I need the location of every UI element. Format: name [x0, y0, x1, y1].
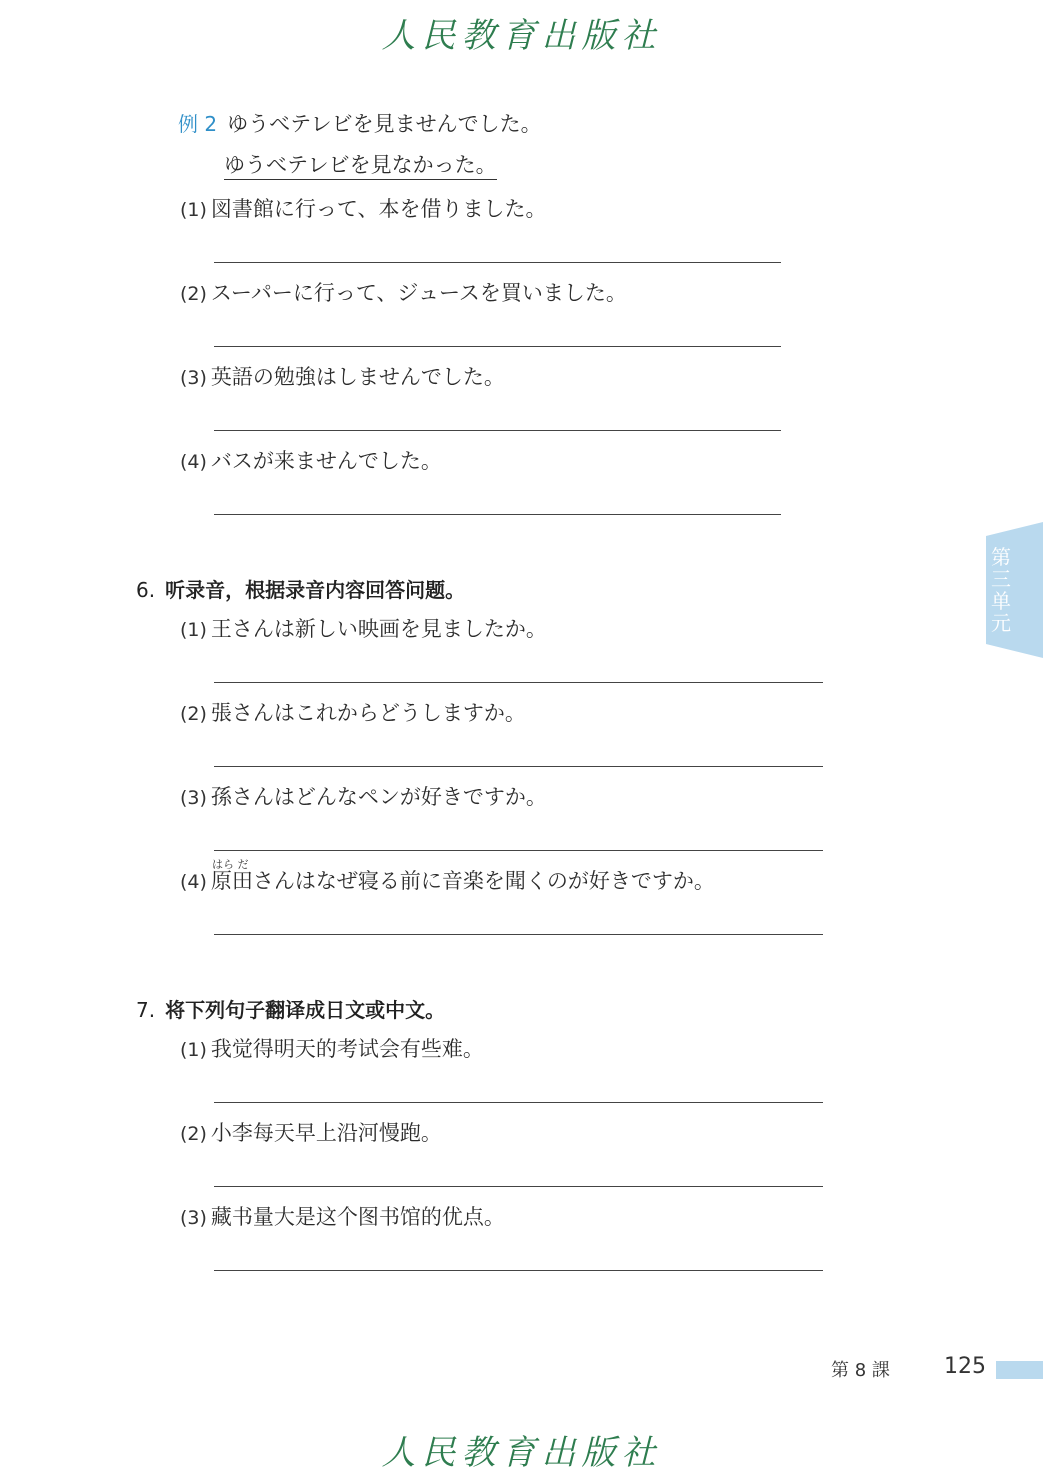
example-label: 例 2 [178, 112, 218, 136]
section-title: 将下列句子翻译成日文或中文。 [165, 998, 446, 1022]
answer-line[interactable] [214, 262, 781, 263]
furigana: はら だ [212, 858, 249, 871]
answer-line[interactable] [214, 850, 823, 851]
unit-side-tab [986, 522, 1043, 658]
answer-line[interactable] [214, 1186, 823, 1187]
s6-item-4 [180, 867, 715, 896]
answer-line[interactable] [214, 514, 781, 515]
side-tab-char: 单 [991, 589, 1011, 613]
section-title: 听录音，根据录音内容回答问题。 [165, 578, 466, 602]
answer-line[interactable] [214, 346, 781, 347]
item-text: スーパーに行って、ジュースを買いました。 [210, 281, 627, 305]
ex5-item-2 [180, 279, 627, 308]
item-number: (2) [180, 283, 207, 305]
item-text: バスが来ませんでした。 [210, 449, 442, 473]
page-marker-bar [996, 1361, 1043, 1379]
ex5-item-1 [180, 195, 547, 224]
item-number: (4) [180, 871, 207, 893]
item-text: 小李每天早上沿河慢跑。 [210, 1121, 442, 1145]
item-text: 張さんはこれからどうしますか。 [210, 701, 526, 725]
item-text: 孫さんはどんなペンが好きですか。 [210, 785, 547, 809]
side-tab-label [986, 546, 1016, 634]
section-7-heading [136, 994, 445, 1023]
item-text: 王さんは新しい映画を見ましたか。 [210, 617, 547, 641]
example-prompt: ゆうべテレビを見ませんでした。 [227, 112, 542, 136]
publisher-logo-bottom: 人民教育出版社 [381, 1433, 662, 1473]
answer-line[interactable] [214, 766, 823, 767]
item-number: (3) [180, 367, 207, 389]
s6-item-2 [180, 699, 526, 728]
item-number: (1) [180, 619, 207, 641]
s7-item-3 [180, 1203, 505, 1232]
page-number: 125 [944, 1354, 986, 1379]
item-number: (4) [180, 451, 207, 473]
s6-item-3 [180, 783, 547, 812]
item-text: 図書館に行って、本を借りました。 [210, 197, 547, 221]
answer-line[interactable] [214, 934, 823, 935]
ex5-item-4 [180, 447, 442, 476]
item-text: 藏书量大是这个图书馆的优点。 [210, 1205, 505, 1229]
s7-item-1 [180, 1035, 484, 1064]
publisher-logo: 人民教育出版社 [381, 16, 662, 56]
s7-item-2 [180, 1119, 442, 1148]
answer-line[interactable] [214, 430, 781, 431]
item-number: (2) [180, 1123, 207, 1145]
answer-line[interactable] [214, 1102, 823, 1103]
example-answer-line [224, 151, 497, 179]
side-tab-char: 三 [991, 567, 1011, 591]
item-text: 原田さんはなぜ寝る前に音楽を聞くのが好きですか。 [210, 869, 715, 893]
side-tab-char: 元 [991, 611, 1011, 635]
answer-line[interactable] [214, 1270, 823, 1271]
lesson-label: 第 8 課 [831, 1360, 890, 1381]
s6-item-1 [180, 615, 547, 644]
side-tab-char: 第 [991, 545, 1011, 569]
ex5-item-3 [180, 363, 505, 392]
item-number: (1) [180, 1039, 207, 1061]
answer-line[interactable] [214, 682, 823, 683]
item-number: (1) [180, 199, 207, 221]
item-text: 英語の勉強はしませんでした。 [210, 365, 505, 389]
example-prompt-line [178, 110, 542, 138]
example-answer: ゆうべテレビを見なかった。 [224, 153, 497, 180]
section-number: 6. [136, 578, 156, 602]
item-number: (3) [180, 787, 207, 809]
item-number: (2) [180, 703, 207, 725]
item-number: (3) [180, 1207, 207, 1229]
section-number: 7. [136, 998, 156, 1022]
section-6-heading [136, 574, 465, 603]
item-text: 我觉得明天的考试会有些难。 [210, 1037, 484, 1061]
